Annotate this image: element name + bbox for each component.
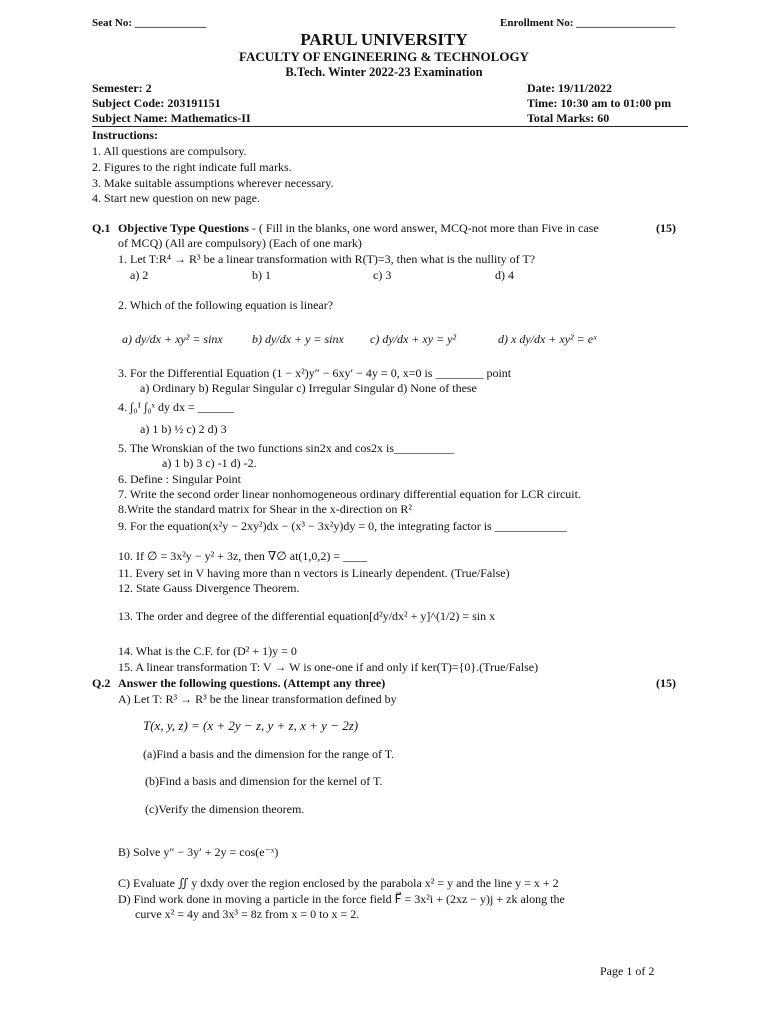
q2-a-part: (a)Find a basis and the dimension for the range of T. [143, 747, 395, 761]
q1-item-12: 12. State Gauss Divergence Theorem. [118, 581, 300, 595]
q1-item-1-opt-c: c) 3 [373, 268, 392, 282]
faculty-name: FACULTY OF ENGINEERING & TECHNOLOGY [239, 49, 529, 64]
subject-name: Subject Name: Mathematics-II [92, 111, 251, 125]
page-number: Page 1 of 2 [600, 964, 655, 978]
seat-no: Seat No: _____________ [92, 17, 207, 29]
subject-code: Subject Code: 203191151 [92, 96, 221, 110]
exam-time: Time: 10:30 am to 01:00 pm [527, 96, 672, 110]
q2-d: D) Find work done in moving a particle in the force field F⃗ = 3x²i + (2xz − y)j + zk along the [118, 892, 565, 906]
q1-item-2-opt-d: d) x dy/dx + xy² = eˣ [498, 332, 597, 346]
q1-item-14: 14. What is the C.F. for (D² + 1)y = 0 [118, 644, 297, 658]
q1-item-15: 15. A linear transformation T: V → W is one-one if and only if ker(T)={0}.(True/False) [118, 660, 539, 674]
q1-desc: - ( Fill in the blanks, one word answer, MCQ-not more than Five in case [248, 221, 599, 235]
exam-name: B.Tech. Winter 2022-23 Examination [285, 65, 483, 79]
instruction-item: 3. Make suitable assumptions wherever necessary. [92, 176, 334, 190]
q1-item-5: 5. The Wronskian of the two functions sin2x and cos2x is__________ [118, 441, 455, 455]
q1-number: Q.1 [92, 221, 111, 235]
q1-item-2-opt-a: a) dy/dx + xy² = sinx [122, 332, 223, 346]
q1-item-3-opts: a) Ordinary b) Regular Singular c) Irregular Singular d) None of these [140, 381, 477, 395]
q1-item-5-opts: a) 1 b) 3 c) -1 d) -2. [162, 456, 257, 470]
q2-c: C) Evaluate ∬ y dxdy over the region enclosed by the parabola x² = y and the line y = x + 2 [118, 876, 559, 890]
q1-item-8: 8.Write the standard matrix for Shear in the x-direction on R² [118, 502, 413, 516]
q1-item-1-opt-d: d) 4 [495, 268, 514, 282]
q2-title: Answer the following questions. (Attempt any three) [118, 676, 386, 690]
q2-a-part: (c)Verify the dimension theorem. [145, 802, 305, 816]
q2-a-equation: T(x, y, z) = (x + 2y − z, y + z, x + y − 2z) [143, 718, 359, 733]
instruction-item: 2. Figures to the right indicate full marks. [92, 160, 292, 174]
instructions-title: Instructions: [92, 128, 159, 142]
q2-a-part: (b)Find a basis and dimension for the kernel of T. [145, 774, 383, 788]
q2-number: Q.2 [92, 676, 111, 690]
q1-item-9: 9. For the equation(x²y − 2xy²)dx − (x³ − 3x²y)dy = 0, the integrating factor is ____________ [118, 519, 567, 533]
q1-item-7: 7. Write the second order linear nonhomogeneous ordinary differential equation for LCR circuit. [118, 487, 581, 501]
q1-item-11: 11. Every set in V having more than n vectors is Linearly dependent. (True/False) [118, 566, 510, 580]
q1-marks: (15) [656, 221, 676, 235]
q1-item-6: 6. Define : Singular Point [118, 472, 241, 486]
q1-item-2-opt-c: c) dy/dx + xy = y² [370, 332, 457, 346]
q1-item-1-opt-b: b) 1 [252, 268, 271, 282]
q2-a-intro: A) Let T: R³ → R³ be the linear transformation defined by [118, 692, 397, 706]
q1-item-2-opt-b: b) dy/dx + y = sinx [252, 332, 344, 346]
enrollment-no: Enrollment No: __________________ [500, 17, 676, 29]
q1-item-13: 13. The order and degree of the differential equation[d²y/dx² + y]^(1/2) = sin x [118, 609, 496, 623]
q1-heading [118, 221, 599, 236]
instruction-item: 1. All questions are compulsory. [92, 144, 247, 158]
q1-title: Objective Type Questions [118, 221, 249, 235]
header-divider [92, 126, 688, 127]
q1-item-3: 3. For the Differential Equation (1 − x²)y″ − 6xy′ − 4y = 0, x=0 is ________ point [118, 366, 512, 380]
exam-date: Date: 19/11/2022 [527, 81, 612, 95]
semester: Semester: 2 [92, 81, 152, 95]
university-name: PARUL UNIVERSITY [300, 30, 468, 49]
total-marks: Total Marks: 60 [527, 111, 610, 125]
q2-b: B) Solve y″ − 3y′ + 2y = cos(e⁻ˣ) [118, 845, 279, 859]
q1-item-4-opts: a) 1 b) ½ c) 2 d) 3 [140, 422, 227, 436]
q1-item-1: 1. Let T:R⁴ → R³ be a linear transformation with R(T)=3, then what is the nullity of T? [118, 252, 536, 266]
q1-desc-line2: of MCQ) (All are compulsory) (Each of one mark) [118, 236, 362, 250]
q1-item-1-opt-a: a) 2 [130, 268, 149, 282]
q1-item-10: 10. If ∅ = 3x²y − y² + 3z, then ∇∅ at(1,0,2) = ____ [118, 549, 368, 563]
q1-item-4: 4. ∫₀¹ ∫₀ˣ dy dx = ______ [118, 400, 234, 414]
q2-d-line2: curve x² = 4y and 3x³ = 8z from x = 0 to x = 2. [135, 907, 360, 921]
instruction-item: 4. Start new question on new page. [92, 191, 260, 205]
q2-marks: (15) [656, 676, 676, 690]
q1-item-2: 2. Which of the following equation is linear? [118, 298, 334, 312]
